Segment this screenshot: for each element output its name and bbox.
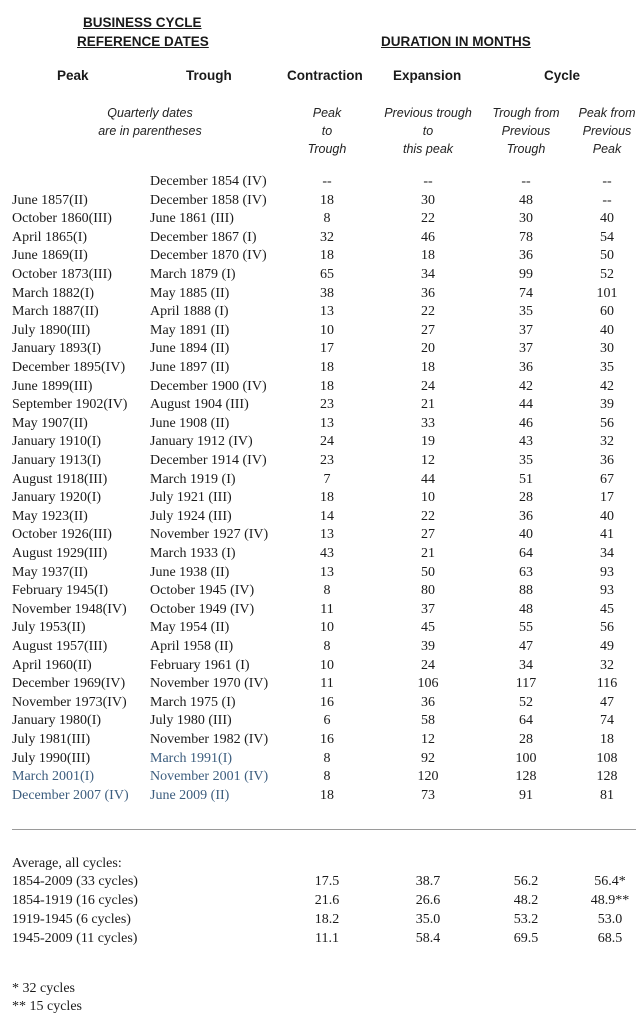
- sub-expansion: Previous trough to this peak: [384, 106, 472, 156]
- contraction-value: 8: [323, 211, 331, 227]
- contraction-value: 13: [320, 304, 334, 320]
- col-trough-heading: Trough: [186, 68, 232, 83]
- trough-date: February 1961 (I): [150, 657, 250, 673]
- peak-to-peak-value: 34: [600, 546, 614, 561]
- expansion-value: 50: [421, 564, 435, 580]
- table-row: [0, 416, 640, 435]
- peak-date: January 1913(I): [12, 453, 102, 468]
- peak-date: March 2001(I): [12, 769, 95, 785]
- table-row: [0, 583, 640, 602]
- expansion-value: 36: [421, 285, 435, 301]
- expansion-value: 22: [421, 508, 435, 524]
- expansion-value: 22: [421, 304, 435, 320]
- table-row: [0, 527, 640, 546]
- duration-title: DURATION IN MONTHS: [381, 34, 531, 49]
- contraction-value: 8: [323, 750, 331, 766]
- peak-to-peak-value: 108: [596, 750, 618, 766]
- trough-to-trough-value: 100: [515, 750, 537, 766]
- footnote-15-cycles: ** 15 cycles: [12, 999, 82, 1014]
- peak-date: May 1937(II): [12, 564, 88, 580]
- peak-to-peak-value: 81: [600, 787, 614, 803]
- trough-to-trough-value: 64: [519, 546, 533, 561]
- table-row: [0, 732, 640, 751]
- average-contraction: 21.6: [314, 893, 340, 908]
- contraction-value: 11: [320, 676, 334, 692]
- footnote-32-cycles: * 32 cycles: [12, 981, 75, 996]
- sub-trough-from: Trough from Previous Trough: [492, 106, 560, 156]
- average-trough-to-trough: 48.2: [513, 893, 539, 908]
- average-row: [0, 893, 640, 912]
- trough-date: December 1900 (IV): [150, 378, 267, 394]
- trough-to-trough-value: --: [521, 174, 531, 189]
- expansion-value: 24: [421, 378, 435, 394]
- peak-to-peak-value: 54: [600, 229, 614, 245]
- trough-to-trough-value: 63: [519, 564, 533, 580]
- table-row: [0, 379, 640, 398]
- trough-date: December 1870 (IV): [150, 248, 267, 264]
- peak-date: February 1945(I): [12, 583, 109, 599]
- trough-date: March 1991(I): [150, 750, 233, 766]
- trough-to-trough-value: 28: [519, 490, 533, 506]
- peak-date: June 1899(III): [12, 378, 93, 394]
- contraction-value: 16: [320, 694, 334, 710]
- table-row: [0, 453, 640, 472]
- peak-to-peak-value: 74: [600, 713, 614, 729]
- peak-date: October 1873(III): [12, 267, 112, 282]
- peak-to-peak-value: 56: [600, 620, 614, 636]
- trough-date: June 1938 (II): [150, 564, 230, 580]
- average-peak-to-peak: 68.5: [597, 931, 623, 946]
- peak-to-peak-value: 101: [596, 285, 618, 301]
- expansion-value: 24: [421, 657, 435, 673]
- average-trough-to-trough: 56.2: [513, 874, 539, 889]
- contraction-value: 13: [320, 564, 334, 580]
- expansion-value: 19: [421, 434, 435, 450]
- peak-to-peak-value: 50: [600, 248, 614, 264]
- sub-contraction: Peak to Trough: [307, 106, 347, 156]
- trough-to-trough-value: 48: [519, 192, 533, 208]
- average-trough-to-trough: 53.2: [513, 912, 539, 927]
- trough-date: May 1954 (II): [150, 620, 230, 636]
- table-row: [0, 174, 640, 193]
- expansion-value: 44: [421, 471, 435, 487]
- peak-date: November 1973(IV): [12, 694, 127, 710]
- average-peak-to-peak: 53.0: [597, 912, 623, 927]
- peak-to-peak-value: 93: [600, 583, 614, 599]
- trough-date: May 1891 (II): [150, 322, 230, 338]
- trough-to-trough-value: 28: [519, 732, 533, 747]
- peak-date: July 1981(III): [12, 732, 91, 747]
- trough-date: November 2001 (IV): [150, 769, 269, 785]
- trough-to-trough-value: 64: [519, 713, 533, 729]
- trough-to-trough-value: 128: [515, 769, 537, 785]
- peak-to-peak-value: 40: [600, 508, 614, 524]
- average-expansion: 38.7: [415, 874, 441, 889]
- trough-to-trough-value: 36: [519, 360, 533, 375]
- peak-date: March 1887(II): [12, 304, 99, 320]
- table-row: [0, 769, 640, 788]
- expansion-value: 18: [421, 248, 435, 264]
- trough-date: July 1921 (III): [150, 490, 232, 506]
- peak-to-peak-value: 67: [600, 471, 614, 487]
- trough-to-trough-value: 48: [519, 601, 533, 617]
- trough-date: April 1958 (II): [150, 639, 234, 654]
- peak-date: December 2007 (IV): [12, 787, 129, 803]
- peak-date: April 1865(I): [12, 229, 88, 245]
- trough-to-trough-value: 36: [519, 508, 533, 524]
- contraction-value: 8: [323, 639, 331, 654]
- trough-to-trough-value: 117: [515, 676, 537, 692]
- peak-to-peak-value: 18: [600, 732, 614, 747]
- contraction-value: 24: [320, 434, 334, 450]
- peak-to-peak-value: 47: [600, 694, 614, 710]
- trough-date: May 1885 (II): [150, 285, 230, 301]
- peak-date: March 1882(I): [12, 285, 95, 301]
- peak-to-peak-value: 60: [600, 304, 614, 320]
- expansion-value: 27: [421, 322, 435, 338]
- contraction-value: 10: [320, 620, 334, 636]
- expansion-value: 58: [421, 713, 435, 729]
- average-contraction: 17.5: [314, 874, 340, 889]
- sub-peak-from: Peak from Previous Peak: [578, 106, 636, 156]
- expansion-value: 37: [421, 601, 435, 617]
- trough-date: July 1924 (III): [150, 508, 232, 524]
- expansion-value: 39: [421, 639, 435, 654]
- trough-to-trough-value: 37: [519, 322, 533, 338]
- contraction-value: 13: [320, 527, 334, 543]
- peak-date: January 1893(I): [12, 341, 102, 357]
- trough-date: October 1945 (IV): [150, 583, 255, 599]
- table-row: [0, 639, 640, 658]
- divider: [12, 829, 636, 830]
- average-row: [0, 931, 640, 950]
- expansion-value: 30: [421, 192, 435, 208]
- trough-date: June 1897 (II): [150, 360, 230, 375]
- table-row: [0, 267, 640, 286]
- contraction-value: 23: [320, 397, 334, 413]
- expansion-value: 73: [421, 787, 435, 803]
- contraction-value: 14: [320, 508, 334, 524]
- trough-date: March 1933 (I): [150, 546, 236, 561]
- expansion-value: 106: [417, 676, 439, 692]
- contraction-value: 18: [320, 787, 334, 803]
- table-row: [0, 304, 640, 323]
- trough-to-trough-value: 74: [519, 285, 533, 301]
- contraction-value: 7: [323, 471, 331, 487]
- peak-to-peak-value: 35: [600, 360, 614, 375]
- peak-date: May 1923(II): [12, 508, 88, 524]
- business-cycle-title: BUSINESS CYCLE: [83, 15, 202, 30]
- average-peak-to-peak: 56.4*: [594, 874, 626, 889]
- peak-date: July 1953(II): [12, 620, 86, 636]
- trough-to-trough-value: 42: [519, 378, 533, 394]
- peak-date: August 1957(III): [12, 639, 108, 654]
- average-label: 1919-1945 (6 cycles): [12, 912, 131, 927]
- table-row: [0, 434, 640, 453]
- trough-date: November 1970 (IV): [150, 676, 269, 692]
- expansion-value: 18: [421, 360, 435, 375]
- peak-date: December 1895(IV): [12, 360, 126, 375]
- peak-date: January 1910(I): [12, 434, 102, 450]
- average-peak-to-peak: 48.9**: [590, 893, 630, 908]
- peak-to-peak-value: 128: [596, 769, 618, 785]
- peak-date: January 1920(I): [12, 490, 102, 506]
- peak-to-peak-value: 32: [600, 657, 614, 673]
- expansion-value: 21: [421, 397, 435, 413]
- table-row: [0, 323, 640, 342]
- peak-date: May 1907(II): [12, 415, 88, 431]
- table-row: [0, 676, 640, 695]
- peak-to-peak-value: 39: [600, 397, 614, 413]
- peak-date: December 1969(IV): [12, 676, 126, 692]
- contraction-value: 16: [320, 732, 334, 747]
- table-row: [0, 193, 640, 212]
- peak-date: August 1918(III): [12, 471, 108, 487]
- table-row: [0, 509, 640, 528]
- peak-date: July 1990(III): [12, 750, 91, 766]
- trough-to-trough-value: 51: [519, 471, 533, 487]
- contraction-value: 38: [320, 285, 334, 301]
- contraction-value: --: [322, 174, 332, 189]
- table-row: [0, 695, 640, 714]
- peak-to-peak-value: 41: [600, 527, 614, 543]
- table-row: [0, 602, 640, 621]
- table-row: [0, 490, 640, 509]
- table-row: [0, 397, 640, 416]
- average-expansion: 35.0: [415, 912, 441, 927]
- trough-date: June 1894 (II): [150, 341, 230, 357]
- average-trough-to-trough: 69.5: [513, 931, 539, 946]
- table-row: [0, 472, 640, 491]
- table-row: [0, 360, 640, 379]
- expansion-value: 12: [421, 732, 435, 747]
- contraction-value: 10: [320, 322, 334, 338]
- expansion-value: 46: [421, 229, 435, 245]
- trough-to-trough-value: 52: [519, 694, 533, 710]
- peak-to-peak-value: 49: [600, 639, 614, 654]
- contraction-value: 8: [323, 769, 331, 785]
- peak-to-peak-value: 56: [600, 415, 614, 431]
- average-label: 1854-1919 (16 cycles): [12, 893, 138, 908]
- trough-to-trough-value: 30: [519, 211, 533, 227]
- contraction-value: 18: [320, 490, 334, 506]
- average-row: [0, 874, 640, 893]
- average-label: 1945-2009 (11 cycles): [12, 931, 138, 946]
- peak-to-peak-value: 52: [600, 267, 614, 282]
- contraction-value: 23: [320, 453, 334, 468]
- trough-date: December 1858 (IV): [150, 192, 267, 208]
- peak-date: September 1902(IV): [12, 397, 128, 413]
- col-cycle-heading: Cycle: [544, 68, 581, 83]
- trough-to-trough-value: 88: [519, 583, 533, 599]
- trough-date: June 1861 (III): [150, 211, 234, 227]
- expansion-value: 33: [421, 415, 435, 431]
- table-row: [0, 658, 640, 677]
- peak-date: November 1948(IV): [12, 601, 127, 617]
- contraction-value: 11: [320, 601, 334, 617]
- trough-date: June 1908 (II): [150, 415, 230, 431]
- expansion-value: 10: [421, 490, 435, 506]
- col-contraction-heading: Contraction: [287, 68, 363, 83]
- expansion-value: 45: [421, 620, 435, 636]
- peak-to-peak-value: 116: [596, 676, 618, 692]
- peak-to-peak-value: 17: [600, 490, 614, 506]
- table-row: [0, 230, 640, 249]
- peak-to-peak-value: --: [602, 192, 612, 208]
- trough-to-trough-value: 34: [519, 657, 533, 673]
- peak-date: July 1890(III): [12, 322, 91, 338]
- quarterly-note: Quarterly dates are in parentheses: [98, 106, 202, 138]
- trough-to-trough-value: 47: [519, 639, 533, 654]
- average-contraction: 11.1: [315, 931, 339, 946]
- table-row: [0, 620, 640, 639]
- contraction-value: 8: [323, 583, 331, 599]
- peak-date: August 1929(III): [12, 546, 108, 561]
- col-peak-heading: Peak: [57, 68, 89, 83]
- expansion-value: 27: [421, 527, 435, 543]
- peak-to-peak-value: 93: [600, 564, 614, 580]
- trough-date: November 1927 (IV): [150, 527, 269, 543]
- trough-to-trough-value: 40: [519, 527, 533, 543]
- trough-to-trough-value: 44: [519, 397, 533, 413]
- expansion-value: 34: [421, 267, 435, 282]
- peak-to-peak-value: 32: [600, 434, 614, 450]
- trough-to-trough-value: 55: [519, 620, 533, 636]
- trough-date: November 1982 (IV): [150, 732, 269, 747]
- average-row: [0, 912, 640, 931]
- trough-date: April 1888 (I): [150, 304, 229, 320]
- trough-date: July 1980 (III): [150, 713, 232, 729]
- table-row: [0, 211, 640, 230]
- contraction-value: 18: [320, 248, 334, 264]
- contraction-value: 10: [320, 657, 334, 673]
- average-expansion: 58.4: [415, 931, 441, 946]
- contraction-value: 13: [320, 415, 334, 431]
- col-expansion-heading: Expansion: [393, 68, 462, 83]
- expansion-value: 80: [421, 583, 435, 599]
- peak-date: April 1960(II): [12, 657, 92, 673]
- trough-to-trough-value: 35: [519, 304, 533, 320]
- peak-date: June 1857(II): [12, 192, 88, 208]
- averages-heading: Average, all cycles:: [12, 856, 122, 871]
- contraction-value: 18: [320, 360, 334, 375]
- expansion-value: 21: [421, 546, 435, 561]
- peak-date: January 1980(I): [12, 713, 102, 729]
- table-row: [0, 286, 640, 305]
- peak-to-peak-value: 30: [600, 341, 614, 357]
- trough-to-trough-value: 35: [519, 453, 533, 468]
- trough-date: January 1912 (IV): [150, 434, 253, 450]
- trough-date: December 1867 (I): [150, 229, 257, 245]
- contraction-value: 32: [320, 229, 334, 245]
- average-label: 1854-2009 (33 cycles): [12, 874, 138, 889]
- table-row: [0, 788, 640, 807]
- reference-dates-title: REFERENCE DATES: [77, 34, 209, 49]
- peak-to-peak-value: 40: [600, 322, 614, 338]
- peak-to-peak-value: 36: [600, 453, 614, 468]
- trough-date: March 1879 (I): [150, 267, 236, 282]
- contraction-value: 65: [320, 267, 334, 282]
- trough-date: August 1904 (III): [150, 397, 249, 413]
- trough-to-trough-value: 78: [519, 229, 533, 245]
- average-contraction: 18.2: [314, 912, 340, 927]
- table-row: [0, 713, 640, 732]
- trough-date: December 1914 (IV): [150, 453, 267, 468]
- average-expansion: 26.6: [415, 893, 441, 908]
- expansion-value: 120: [417, 769, 439, 785]
- trough-to-trough-value: 43: [519, 434, 533, 450]
- peak-date: October 1860(III): [12, 211, 112, 227]
- trough-date: June 2009 (II): [150, 787, 230, 803]
- expansion-value: 12: [421, 453, 435, 468]
- table-row: [0, 248, 640, 267]
- contraction-value: 17: [320, 341, 334, 357]
- table-row: [0, 341, 640, 360]
- peak-to-peak-value: --: [602, 174, 612, 189]
- expansion-value: --: [423, 174, 433, 189]
- contraction-value: 43: [320, 546, 334, 561]
- contraction-value: 6: [323, 713, 331, 729]
- trough-to-trough-value: 99: [519, 267, 533, 282]
- expansion-value: 20: [421, 341, 435, 357]
- peak-to-peak-value: 40: [600, 211, 614, 227]
- trough-to-trough-value: 91: [519, 787, 533, 803]
- peak-date: October 1926(III): [12, 527, 112, 543]
- trough-to-trough-value: 37: [519, 341, 533, 357]
- trough-date: October 1949 (IV): [150, 601, 255, 617]
- contraction-value: 18: [320, 192, 334, 208]
- peak-to-peak-value: 42: [600, 378, 614, 394]
- trough-to-trough-value: 46: [519, 415, 533, 431]
- trough-date: March 1919 (I): [150, 471, 236, 487]
- trough-to-trough-value: 36: [519, 248, 533, 264]
- trough-date: March 1975 (I): [150, 694, 236, 710]
- expansion-value: 22: [421, 211, 435, 227]
- trough-date: December 1854 (IV): [150, 174, 267, 189]
- peak-to-peak-value: 45: [600, 601, 614, 617]
- table-row: [0, 546, 640, 565]
- expansion-value: 36: [421, 694, 435, 710]
- table-row: [0, 751, 640, 770]
- contraction-value: 18: [320, 378, 334, 394]
- peak-date: June 1869(II): [12, 248, 88, 264]
- expansion-value: 92: [421, 750, 435, 766]
- table-row: [0, 565, 640, 584]
